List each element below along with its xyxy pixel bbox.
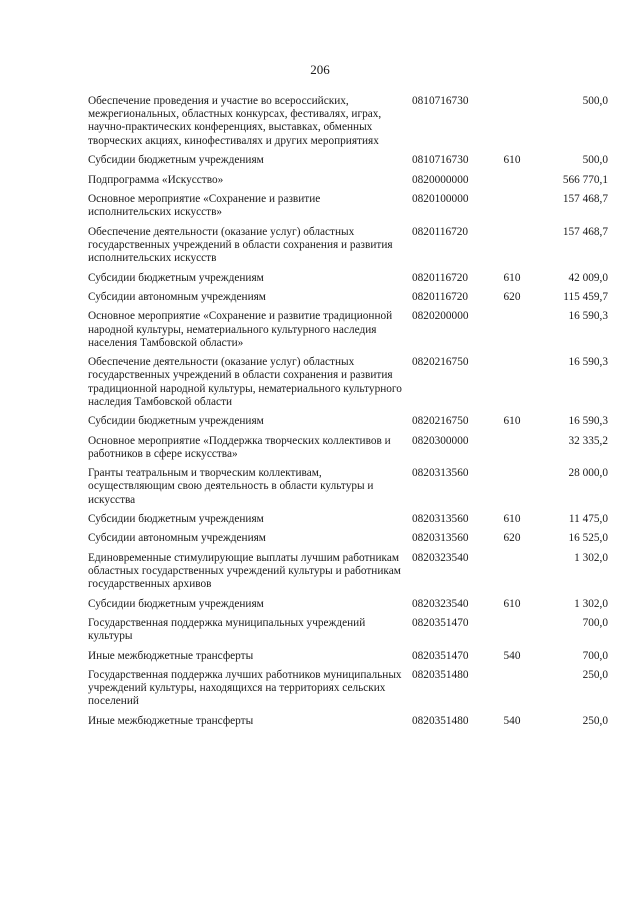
target-code: 0820116720: [412, 225, 469, 238]
amount: 16 590,3: [568, 415, 608, 428]
amount: 157 468,7: [562, 225, 608, 238]
target-code: 0820351480: [412, 714, 469, 727]
expense-name: Государственная поддержка муниципальных учреждений культуры: [88, 616, 366, 643]
amount: 1 302,0: [574, 551, 608, 564]
target-code: 0810716730: [412, 95, 469, 107]
expense-type: 610: [503, 597, 521, 610]
target-code: 0820200000: [412, 310, 469, 323]
table-row: [88, 552, 608, 592]
target-code: 0820351480: [412, 668, 469, 681]
amount: 28 000,0: [568, 467, 608, 480]
table-row: [88, 415, 608, 428]
expense-type: 610: [503, 271, 521, 284]
target-code: 0820300000: [412, 434, 469, 447]
table-row: [88, 650, 608, 663]
amount: 16 590,3: [568, 356, 608, 369]
expense-name: Субсидии бюджетным учреждениям: [88, 597, 264, 610]
expense-name: Единовременные стимулирующие выплаты лучшим работникам областных государственных учреждений культуры и работникам государственных архивов: [88, 551, 401, 591]
amount: 250,0: [582, 714, 608, 727]
table-row: [88, 715, 608, 728]
amount: 500,0: [582, 154, 608, 167]
expense-name: Субсидии бюджетным учреждениям: [88, 512, 264, 525]
page-number: 206: [310, 62, 330, 77]
expense-name: Обеспечение деятельности (оказание услуг) областных государственных учреждений в области сохранения и развития традиционной народной культуры, нематериального культурного наследия Тамбовской области: [88, 356, 402, 408]
table-row: [88, 272, 608, 285]
table-row: [88, 174, 608, 187]
amount: 700,0: [582, 649, 608, 662]
table-row: [88, 467, 608, 507]
expense-name: Основное мероприятие «Сохранение и развитие исполнительских искусств»: [88, 193, 321, 219]
amount: 566 770,1: [562, 173, 608, 186]
amount: 500,0: [582, 95, 608, 107]
target-code: 0820323540: [412, 597, 469, 610]
target-code: 0820216750: [412, 415, 469, 428]
expense-name: Гранты театральным и творческим коллективам, осуществляющим свою деятельность в области культуры и искусства: [88, 467, 374, 506]
expense-type: 620: [503, 532, 521, 545]
amount: 115 459,7: [563, 290, 608, 303]
amount: 16 590,3: [568, 310, 608, 323]
expense-name: Обеспечение проведения и участие во всероссийских, межрегиональных, областных конкурсах, фестивалях, играх, научно-практических конференциях, выставках, обменных творческих акциях, кинофестивалях и других мероприятиях: [88, 95, 382, 147]
target-code: 0820351470: [412, 616, 469, 629]
expense-name: Основное мероприятие «Поддержка творческих коллективов и работников в сфере искусства»: [88, 434, 391, 460]
amount: 700,0: [582, 616, 608, 629]
table-row: [88, 291, 608, 304]
target-code: 0810716730: [412, 154, 469, 167]
table-row: [88, 95, 608, 148]
expense-name: Государственная поддержка лучших работников муниципальных учреждений культуры, находящихся на территориях сельских поселений: [88, 668, 402, 708]
target-code: 0820323540: [412, 551, 469, 564]
amount: 157 468,7: [562, 193, 608, 206]
expense-name: Субсидии бюджетным учреждениям: [88, 415, 264, 428]
table-row: [88, 154, 608, 167]
expense-name: Субсидии бюджетным учреждениям: [88, 154, 264, 167]
expense-name: Обеспечение деятельности (оказание услуг) областных государственных учреждений в области сохранения и развития исполнительских искусств: [88, 225, 393, 265]
target-code: 0820116720: [412, 271, 469, 284]
target-code: 0820100000: [412, 193, 469, 206]
expense-name: Иные межбюджетные трансферты: [88, 714, 254, 727]
table-row: [88, 598, 608, 611]
table-row: [88, 532, 608, 545]
target-code: 0820116720: [412, 290, 469, 303]
table-row: [88, 356, 608, 409]
expense-name: Основное мероприятие «Сохранение и развитие традиционной народной культуры, нематериального культурного наследия населения Тамбовской области»: [88, 310, 393, 349]
expense-type: 540: [503, 649, 521, 662]
expense-name: Субсидии автономным учреждениям: [88, 532, 266, 545]
amount: 42 009,0: [568, 271, 608, 284]
expense-type: 610: [503, 415, 521, 428]
expense-name: Иные межбюджетные трансферты: [88, 649, 254, 662]
table-row: [88, 669, 608, 709]
table-row: [88, 513, 608, 526]
target-code: 0820313560: [412, 532, 469, 545]
target-code: 0820313560: [412, 467, 469, 480]
target-code: 0820313560: [412, 512, 469, 525]
expense-type: 540: [503, 714, 521, 727]
expense-type: 610: [503, 512, 521, 525]
budget-table: [88, 95, 608, 734]
target-code: 0820000000: [412, 173, 469, 186]
amount: 250,0: [582, 668, 608, 681]
amount: 16 525,0: [568, 532, 608, 545]
expense-name: Подпрограмма «Искусство»: [88, 173, 224, 186]
target-code: 0820216750: [412, 356, 469, 369]
amount: 11 475,0: [568, 512, 608, 525]
expense-type: 610: [503, 154, 521, 167]
table-row: [88, 310, 608, 350]
target-code: 0820351470: [412, 649, 469, 662]
table-row: [88, 617, 608, 643]
table-row: [88, 435, 608, 461]
amount: 1 302,0: [574, 597, 608, 610]
expense-type: 620: [503, 290, 521, 303]
table-row: [88, 226, 608, 266]
expense-name: Субсидии бюджетным учреждениям: [88, 271, 264, 284]
amount: 32 335,2: [568, 434, 608, 447]
table-row: [88, 193, 608, 219]
expense-name: Субсидии автономным учреждениям: [88, 290, 266, 303]
